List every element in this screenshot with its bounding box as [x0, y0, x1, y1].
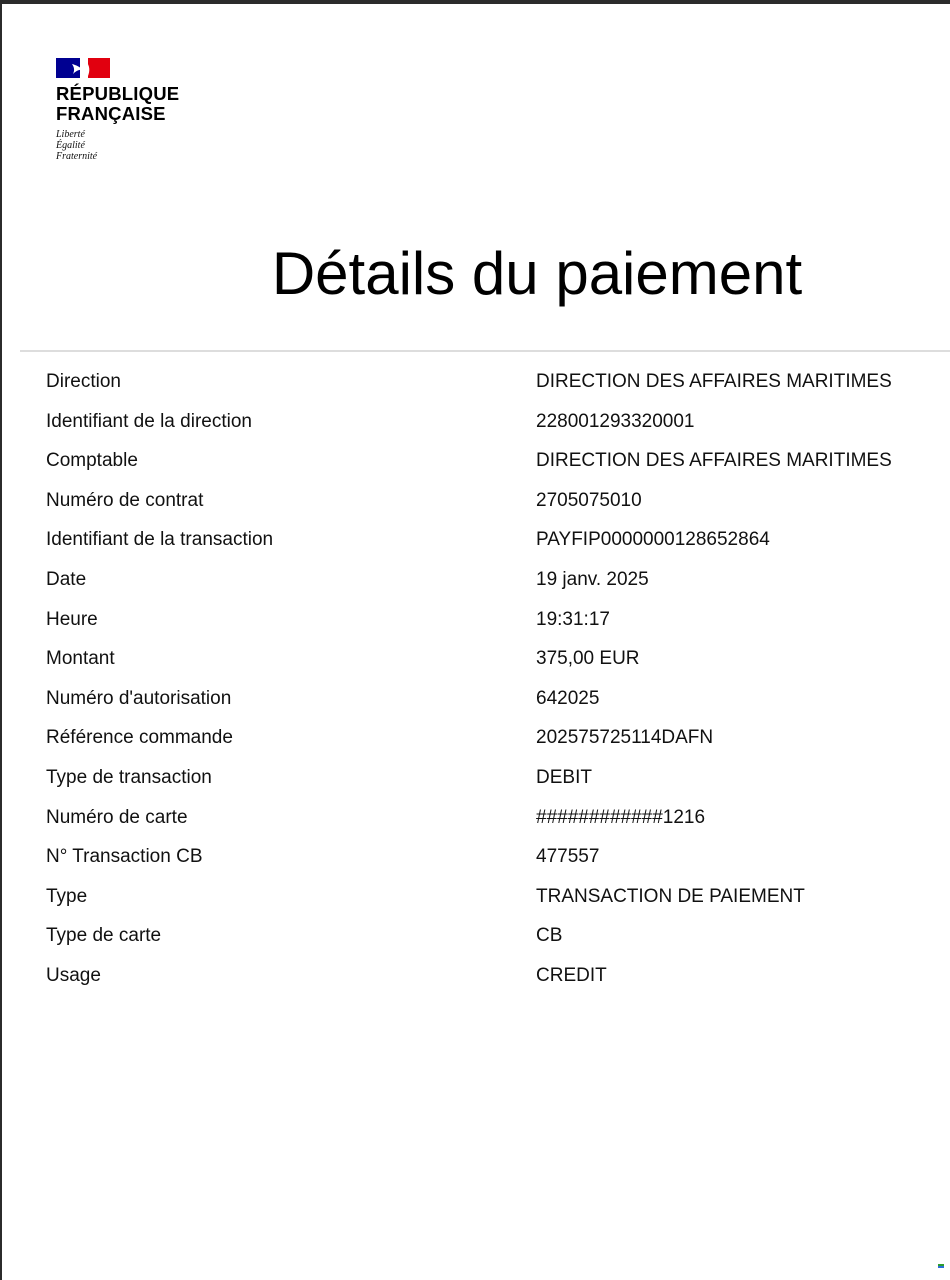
detail-row-heure: [46, 600, 946, 640]
detail-value: 642025: [536, 687, 600, 709]
detail-row-direction: [46, 362, 946, 402]
detail-value: DEBIT: [536, 766, 592, 788]
logo-title-line1: RÉPUBLIQUE: [56, 83, 180, 104]
detail-label: N° Transaction CB: [46, 846, 203, 868]
logo-title: [56, 84, 196, 124]
detail-row-montant: [46, 639, 946, 679]
detail-label: Type de transaction: [46, 766, 212, 788]
detail-value: 19 janv. 2025: [536, 568, 649, 590]
detail-label: Usage: [46, 964, 101, 986]
payment-details-list: [46, 362, 946, 996]
logo-title-line2: FRANÇAISE: [56, 103, 166, 124]
detail-label: Type: [46, 885, 88, 907]
detail-value: DIRECTION DES AFFAIRES MARITIMES: [536, 450, 892, 472]
detail-value: 477557: [536, 846, 600, 868]
detail-label: Numéro de contrat: [46, 489, 204, 511]
detail-label: Date: [46, 568, 87, 590]
detail-label: Numéro d'autorisation: [46, 687, 232, 709]
detail-label: Direction: [46, 371, 121, 392]
republique-francaise-logo: [56, 58, 196, 162]
detail-row-identifiant-direction: [46, 402, 946, 442]
detail-value: 19:31:17: [536, 608, 610, 630]
detail-row-comptable: [46, 441, 946, 481]
detail-value: 202575725114DAFN: [536, 727, 714, 749]
page-title: Détails du paiement: [271, 240, 803, 307]
detail-value: DIRECTION DES AFFAIRES MARITIMES: [536, 371, 892, 392]
detail-row-type-transaction: [46, 758, 946, 798]
detail-value: 375,00 EUR: [536, 648, 640, 670]
detail-label: Référence commande: [46, 727, 233, 749]
detail-row-reference-commande: [46, 718, 946, 758]
detail-row-usage: [46, 956, 946, 996]
detail-value: CREDIT: [536, 964, 607, 986]
motto-liberte: Liberté: [56, 129, 85, 140]
detail-value: 228001293320001: [536, 410, 695, 432]
detail-label: Comptable: [46, 450, 138, 472]
title-divider: [20, 350, 950, 352]
detail-row-numero-carte: [46, 798, 946, 838]
detail-label: Montant: [46, 648, 115, 670]
motto-egalite: Égalité: [56, 140, 85, 151]
marianne-flag-icon: [56, 58, 110, 78]
detail-row-type-carte: [46, 916, 946, 956]
detail-row-transaction-cb: [46, 837, 946, 877]
detail-row-identifiant-transaction: [46, 520, 946, 560]
detail-value: CB: [536, 925, 563, 947]
detail-value: TRANSACTION DE PAIEMENT: [536, 885, 805, 907]
detail-row-type: [46, 877, 946, 917]
detail-label: Identifiant de la transaction: [46, 529, 274, 551]
detail-label: Heure: [46, 608, 98, 630]
detail-value: ############1216: [536, 806, 706, 828]
detail-value: 2705075010: [536, 489, 642, 511]
detail-value: PAYFIP0000000128652864: [536, 529, 770, 551]
motto-fraternite: Fraternité: [56, 151, 98, 162]
corner-marker: [938, 1264, 944, 1268]
detail-label: Type de carte: [46, 925, 162, 947]
detail-label: Identifiant de la direction: [46, 410, 252, 432]
detail-row-date: [46, 560, 946, 600]
detail-row-numero-autorisation: [46, 679, 946, 719]
detail-row-numero-contrat: [46, 481, 946, 521]
detail-label: Numéro de carte: [46, 806, 188, 828]
logo-motto: [56, 129, 196, 162]
